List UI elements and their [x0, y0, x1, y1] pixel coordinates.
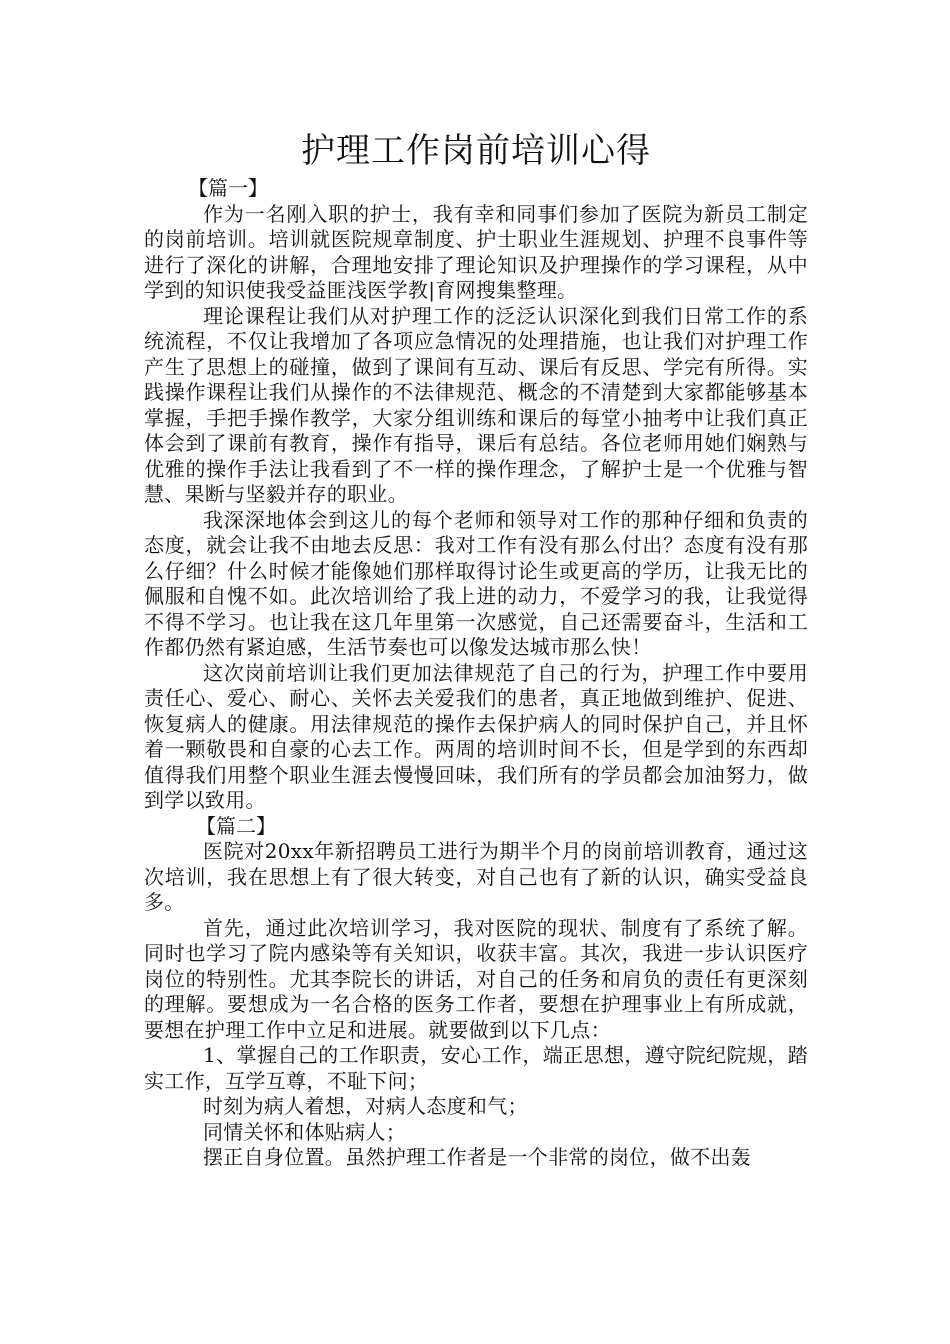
section-heading-1: 【篇一】 — [188, 176, 268, 200]
paragraph: 时刻为病人着想，对病人态度和气； — [203, 1094, 528, 1118]
paragraph: 这次岗前培训让我们更加法律规范了自己的行为，护理工作中要用责任心、爱心、耐心、关怀去关爱我们的患者，真正地做到维护、促进、恢复病人的健康。用法律规范的操作去保护病人的同时保护自己，并且怀着一颗敬畏和自豪的心去工作。两周的培训时间不长，但是学到的东西却值得我们用整个职业生涯去慢慢回味，我们所有的学员都会加油努力，做到学以致用。 — [144, 660, 808, 812]
paragraph: 作为一名刚入职的护士，我有幸和同事们参加了医院为新员工制定的岗前培训。培训就医院规章制度、护士职业生涯规划、护理不良事件等进行了深化的讲解，合理地安排了理论知识及护理操作的学习课程，从中学到的知识使我受益匪浅医学教|育网搜集整理。 — [144, 201, 808, 302]
paragraph: 摆正自身位置。虽然护理工作者是一个非常的岗位，做不出轰 — [203, 1145, 752, 1169]
document-title: 护理工作岗前培训心得 — [301, 131, 651, 171]
paragraph: 理论课程让我们从对护理工作的泛泛认识深化到我们日常工作的系统流程，不仅让我增加了各项应急情况的处理措施，也让我们对护理工作产生了思想上的碰撞，做到了课间有互动、课后有反思、学完有所得。实践操作课程让我们从操作的不法律规范、概念的不清楚到大家都能够基本掌握，手把手操作教学，大家分组训练和课后的每堂小抽考中让我们真正体会到了课前有教育，操作有指导，课后有总结。各位老师用她们娴熟与优雅的操作手法让我看到了不一样的操作理念，了解护士是一个优雅与智慧、果断与坚毅并存的职业。 — [144, 303, 808, 506]
paragraph: 医院对20xx年新招聘员工进行为期半个月的岗前培训教育，通过这次培训，我在思想上有了很大转变，对自己也有了新的认识，确实受益良多。 — [144, 839, 808, 914]
document-page — [144, 128, 808, 1171]
paragraph: 同情关怀和体贴病人； — [203, 1119, 406, 1144]
paragraph: 首先，通过此次培训学习，我对医院的现状、制度有了系统了解。同时也学习了院内感染等有关知识，收获丰富。其次，我进一步认识医疗岗位的特别性。尤其李院长的讲话，对自己的任务和肩负的责任有更深刻的理解。要想成为一名合格的医务工作者，要想在护理事业上有所成就，要想在护理工作中立足和进展。就要做到以下几点： — [144, 915, 808, 1042]
paragraph: 1、掌握自己的工作职责，安心工作，端正思想，遵守院纪院规，踏实工作，互学互尊，不耻下问； — [144, 1043, 808, 1093]
paragraph: 我深深地体会到这儿的每个老师和领导对工作的那种仔细和负责的态度，就会让我不由地去反思：我对工作有没有那么付出？态度有没有那么仔细？什么时候才能像她们那样取得讨论生或更高的学历，让我无比的佩服和自愧不如。此次培训给了我上进的动力，不爱学习的我，让我觉得不得不学习。也让我在这几年里第一次感觉，自己还需要奋斗，生活和工作都仍然有紧迫感，生活节奏也可以像发达城市那么快！ — [144, 507, 808, 659]
section-heading-2: 【篇二】 — [196, 813, 276, 838]
